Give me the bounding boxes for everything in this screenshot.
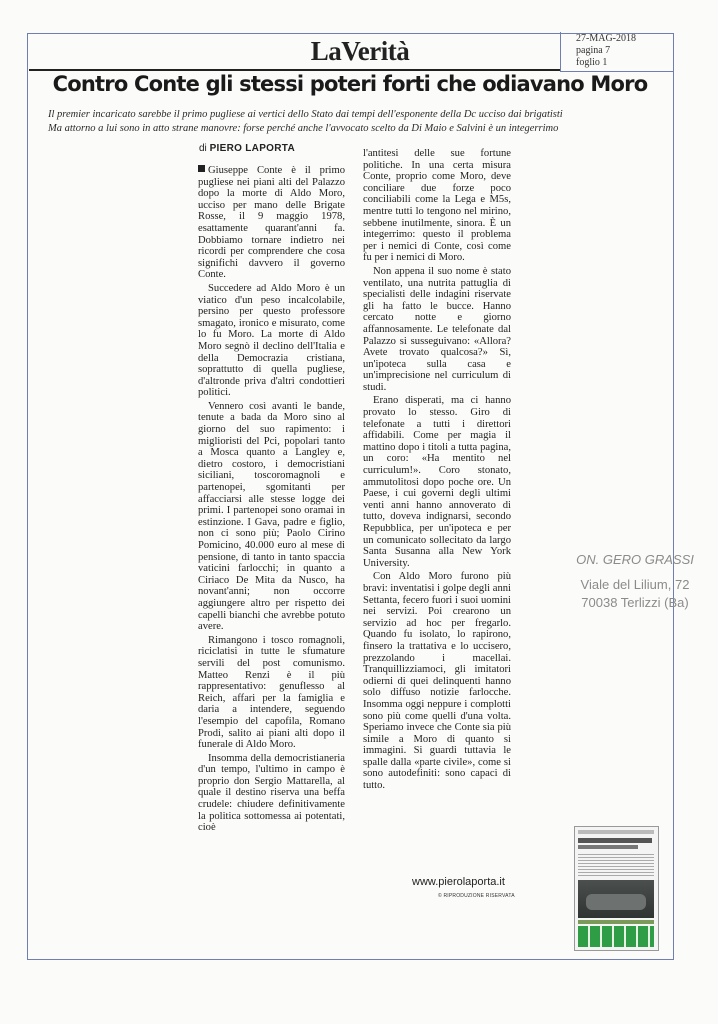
byline-prefix: di <box>199 143 207 154</box>
col1-paragraph: Rimangono i tosco romagnoli, riciclatisi in tutte le sfumature servili del post comunismo. Matteo Renzi è il più rappresentativo: genuflesso al Reich, affari per la famiglia e daria a intendere, seguendo l'esempio del capofila, Romano Prodi, salito ai piani alti dopo il funerale di Aldo Moro. <box>198 634 345 751</box>
stamp-name: ON. GERO GRASSI <box>576 552 694 567</box>
article-headline: Contro Conte gli stessi poteri forti che odiavano Moro <box>52 72 648 96</box>
page-thumbnail-icon <box>574 826 659 951</box>
byline <box>199 143 295 154</box>
col1-lead-text: Giuseppe Conte è il primo pugliese nei piani alti del Palazzo dopo la morte di Aldo Moro, ucciso per mano delle Brigate Rosse, il 9 maggio 1978, esattamente quarant'anni fa. Dobbiamo tornare indietro nei ricordi per comprendere che cosa significhi davvero il governo Conte. <box>198 165 345 281</box>
clip-sheet: foglio 1 <box>576 57 608 68</box>
article-subheadline-2: Ma attorno a lui sono in atto strane manovre: forse perché anche l'avvocato scelto da Di Maio e Salvini è un integerrimo <box>48 123 559 134</box>
lead-square-icon <box>198 165 205 172</box>
col1-paragraph: Vennero così avanti le bande, tenute a bada da Moro sino al giorno del suo rapimento: i miglioristi del Pci, popolari tanto a Mosca quanto a Langley e, dietro costoro, i democristiani siciliani, toscoromagnoli e partenopei, sgomitanti per affacciarsi alle stesse logge dei primi. I partenopei sono oramai in estinzione. I Gava, padre e figlio, non ci sono più; Paolo Cirino Pomicino, 40.000 euro al mese di pensione, di tanto in tanto spaccia vaticini farlocchi; in quanto a Ciriaco De Mita da Nusco, ha novant'anni; non occorre aggiungere altro per rispetto dei capelli bianchi che avrebbe potuto avere. <box>198 400 345 633</box>
stamp-city: 70038 Terlizzi (Ba) <box>581 595 689 610</box>
date-box <box>560 32 673 72</box>
footer-rights: © RIPRODUZIONE RISERVATA <box>438 893 515 899</box>
col1-paragraph: Insomma della democristianeria d'un tempo, l'ultimo in campo è proprio don Sergio Mattarella, al quale il destino riserva una beffa crudele: chiudere definitivamente la politica sottomessa ai potentati, cioè <box>198 752 345 834</box>
col2-paragraph: Erano disperati, ma ci hanno provato lo stesso. Giro di telefonate a tutti i direttori affidabili. Come per magia il mattino dopo i titoli a tutta pagina, un coro: «Ha mentito nel curriculum!». Coro stonato, ammutolitosi dopo poche ore. Un Paese, i cui governi degli ultimi venti anni hanno annoverato di tutto, doveva indignarsi, secondo Repubblica, per un'ipoteca e per un comunicato sollecitato da largo Santa Susanna alla New York University. <box>363 395 511 569</box>
col1-paragraph: Succedere ad Aldo Moro è un viatico d'un peso incalcolabile, persino per questo professore smagato, ironico e misurato, come lo fu Moro. La morte di Aldo Moro segnò il declino dell'Italia e della Democrazia cristiana, soprattutto di quella pugliese, d'altronde priva d'altri condottieri politici. <box>198 282 345 399</box>
col2-paragraph: Non appena il suo nome è stato ventilato, una nutrita pattuglia di specialisti delle indagini riservate gli ha fatto le bucce. Hanno cercato notte e giorno affannosamente. Le telefonate dal Palazzo si susseguivano: «Allora? Avete trovato qualcosa?» Sì, un'ipoteca sulla casa e un'imprecisione nel curriculum di studi. <box>363 265 511 393</box>
article-subheadline-1: Il premier incaricato sarebbe il primo pugliese ai vertici dello Stato dai tempi dell'esponente della Dc ucciso dai brigatisti <box>48 109 563 120</box>
col2-paragraph: Con Aldo Moro furono più bravi: inventatisi i golpe degli anni Settanta, fecero fuori i suoi uomini nei servizi. Poi crearono un servizio ad hoc per fregarlo. Quando fu isolato, lo rapirono, finsero la trattativa e lo uccisero, prezzolando i macellai. Tranquillizziamoci, gli imitatori odierni di quei delinquenti hanno solo diffuso notizie farlocche. Insomma oggi neppure i complotti sono più come quelli d'una volta. Speriamo invece che Conte sia più simile a Moro di quanto si immagini. Si guardi tuttavia le spalle dalla «parte civile», come si sono autodefiniti: sono capaci di tutto. <box>363 571 511 792</box>
article-column-2 <box>363 148 511 794</box>
col1-lead-paragraph <box>198 165 345 281</box>
clip-page: pagina 7 <box>576 45 611 56</box>
stamp-street: Viale del Lilium, 72 <box>580 577 690 592</box>
newspaper-masthead: LaVerità <box>310 36 410 66</box>
byline-author: PIERO LAPORTA <box>209 143 295 154</box>
masthead-rule <box>29 69 560 71</box>
col2-paragraph: l'antitesi delle sue fortune politiche. In una certa misura Conte, proprio come Moro, deve conciliare due forze poco conciliabili come la Lega e M5s, mentre tutti lo tengono nel mirino, sebbene inutilmente, sinora. È un integerrimo: questo il problema per i nemici di Conte, così come fu per i nemici di Moro. <box>363 148 511 264</box>
clip-date: 27-MAG-2018 <box>576 33 636 44</box>
clipping-frame <box>27 33 674 960</box>
footer-website: www.pierolaporta.it <box>412 876 505 888</box>
article-column-1 <box>198 165 345 836</box>
